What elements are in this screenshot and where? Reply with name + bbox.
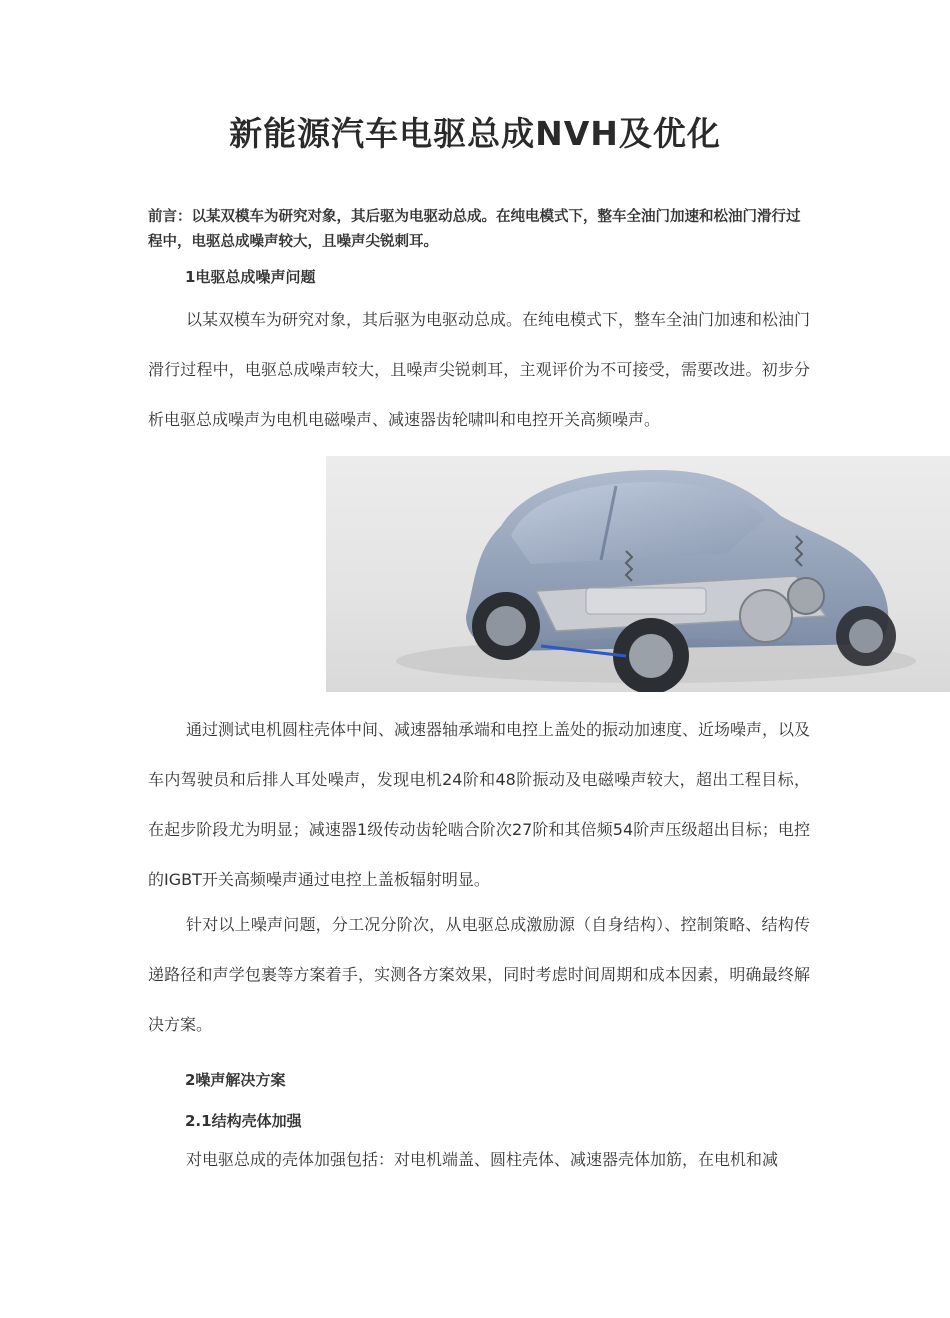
car-cutaway-icon [326,456,950,692]
section-2-1-paragraph-1: 对电驱总成的壳体加强包括：对电机端盖、圆柱壳体、减速器壳体加筋，在电机和减 [186,1150,779,1169]
section-2-1-heading: 2.1结构壳体加强 [185,1112,302,1130]
section-1-heading: 1电驱总成噪声问题 [185,268,316,286]
intro-paragraph: 前言：以某双模车为研究对象，其后驱为电驱动总成。在纯电模式下，整车全油门加速和松油门滑行过程中，电驱总成噪声较大，且噪声尖锐刺耳。 [148,209,801,250]
document-title: 新能源汽车电驱总成NVH及优化 [229,114,721,153]
section-2-heading: 2噪声解决方案 [185,1071,286,1089]
section-1-paragraph-1: 以某双模车为研究对象，其后驱为电驱动总成。在纯电模式下，整车全油门加速和松油门滑行过程中，电驱总成噪声较大，且噪声尖锐刺耳，主观评价为不可接受，需要改进。初步分析电驱总成噪声为电机电磁噪声、减速器齿轮啸叫和电控开关高频噪声。 [148,310,811,429]
section-1-paragraph-2: 通过测试电机圆柱壳体中间、减速器轴承端和电控上盖处的振动加速度、近场噪声，以及车内驾驶员和后排人耳处噪声，发现电机24阶和48阶振动及电磁噪声较大，超出工程目标，在起步阶段尤为明显；减速器1级传动齿轮啮合阶次27阶和其倍频54阶声压级超出目标；电控的IGBT开关高频噪声通过电控上盖板辐射明显。 [148,720,811,889]
section-1-paragraph-3: 针对以上噪声问题，分工况分阶次，从电驱总成激励源（自身结构）、控制策略、结构传递路径和声学包裹等方案着手，实测各方案效果，同时考虑时间周期和成本因素，明确最终解决方案。 [148,915,810,1034]
car-cutaway-figure [326,456,950,692]
